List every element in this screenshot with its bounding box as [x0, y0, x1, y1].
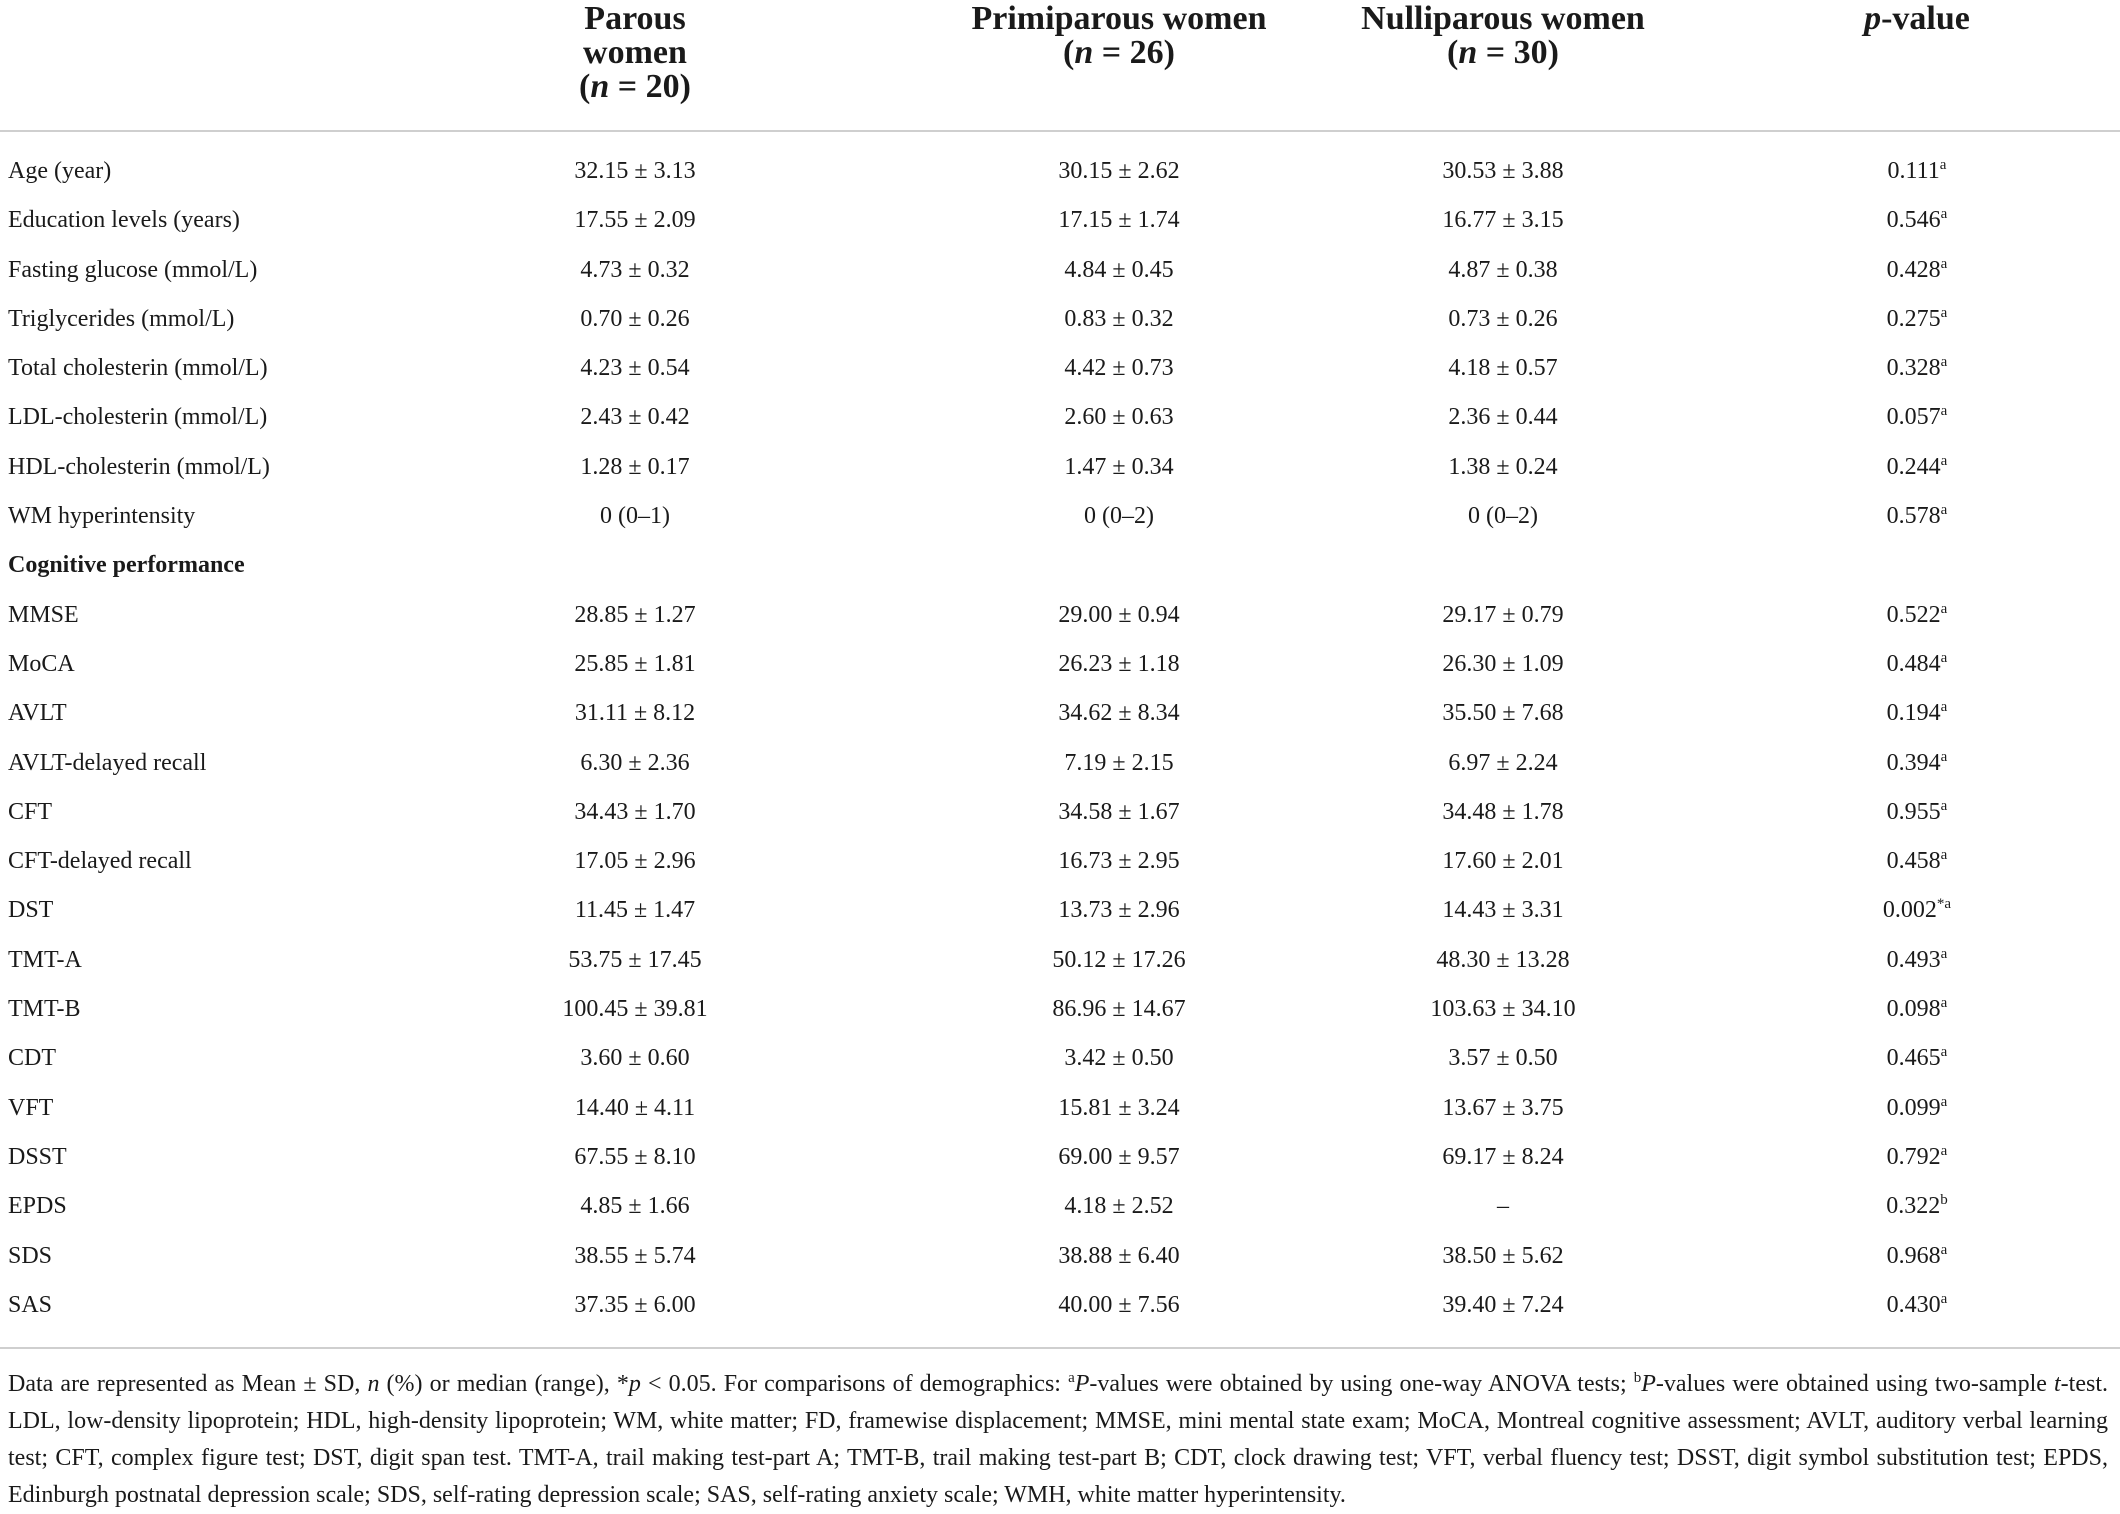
table-row — [0, 591, 2120, 640]
row-label: Triglycerides (mmol/L) — [8, 305, 235, 332]
cell-primiparous: 29.00 ± 0.94 — [1058, 601, 1180, 628]
cell-parous: 2.43 ± 0.42 — [580, 404, 690, 431]
pvalue-number: 0.792 — [1886, 1143, 1941, 1170]
pvalue-footnote-marker: a — [1940, 995, 1948, 1012]
cell-primiparous: 50.12 ± 17.26 — [1052, 946, 1186, 973]
cell-parous: 14.40 ± 4.11 — [574, 1094, 696, 1121]
table-row — [0, 936, 2120, 985]
cell-nulliparous: 1.38 ± 0.24 — [1448, 453, 1558, 480]
cell-nulliparous: 26.30 ± 1.09 — [1442, 650, 1564, 677]
row-label: CDT — [8, 1045, 56, 1072]
cell-primiparous: 30.15 ± 2.62 — [1058, 158, 1180, 184]
cell-nulliparous: 2.36 ± 0.44 — [1448, 404, 1558, 431]
cell-primiparous: 1.47 ± 0.34 — [1064, 453, 1174, 480]
header-parous-line2: women — [583, 34, 687, 71]
pvalue-number: 0.194 — [1886, 700, 1941, 727]
pvalue-footnote-marker: *a — [1936, 896, 1952, 913]
cell-nulliparous: 17.60 ± 2.01 — [1442, 848, 1564, 875]
cell-parous: 17.05 ± 2.96 — [574, 848, 696, 875]
cell-nulliparous: 13.67 ± 3.75 — [1442, 1094, 1564, 1121]
footnote-part: a — [1068, 1370, 1075, 1386]
table-footnote — [8, 1360, 2108, 1514]
pvalue-number: 0.244 — [1886, 453, 1941, 480]
header-nulliparous-line1: Nulliparous women — [1361, 0, 1645, 37]
cell-pvalue — [1797, 1281, 2037, 1330]
cell-pvalue — [1797, 393, 2037, 442]
pvalue-footnote-marker: a — [1940, 206, 1948, 223]
pvalue-number: 0.098 — [1886, 996, 1941, 1023]
pvalue-number: 0.955 — [1886, 798, 1941, 825]
table-row — [0, 1034, 2120, 1083]
header-parous — [485, 2, 785, 104]
footnote-part: n — [367, 1371, 380, 1397]
cell-parous: 4.23 ± 0.54 — [580, 355, 690, 382]
cell-nulliparous: 39.40 ± 7.24 — [1442, 1291, 1564, 1318]
cell-primiparous: 38.88 ± 6.40 — [1058, 1242, 1180, 1269]
cell-pvalue — [1797, 147, 2037, 196]
cell-primiparous: 4.42 ± 0.73 — [1064, 355, 1174, 382]
cell-parous: 25.85 ± 1.81 — [574, 650, 696, 677]
pvalue-footnote-marker: a — [1940, 699, 1948, 716]
header-parous-line1: Parous — [584, 0, 686, 37]
header-parous-n: (n = 20) — [579, 68, 691, 105]
cell-pvalue — [1797, 295, 2037, 344]
cell-primiparous: 3.42 ± 0.50 — [1064, 1045, 1174, 1072]
row-label: CFT — [8, 798, 53, 825]
cell-pvalue — [1797, 1084, 2037, 1133]
table-row — [0, 985, 2120, 1034]
table-row — [0, 393, 2120, 442]
table-body — [0, 147, 2120, 1330]
footer-divider — [0, 1347, 2120, 1349]
row-label: HDL-cholesterin (mmol/L) — [8, 453, 270, 480]
pvalue-number: 0.465 — [1886, 1045, 1941, 1072]
table-row — [0, 788, 2120, 837]
row-label: AVLT-delayed recall — [8, 749, 207, 776]
cell-primiparous: 4.18 ± 2.52 — [1064, 1193, 1174, 1220]
section-label: Cognitive performance — [8, 552, 245, 579]
cell-nulliparous: 4.18 ± 0.57 — [1448, 355, 1558, 382]
cell-primiparous: 40.00 ± 7.56 — [1058, 1291, 1180, 1318]
cell-primiparous: 34.58 ± 1.67 — [1058, 798, 1180, 825]
cell-parous: 4.85 ± 1.66 — [580, 1193, 690, 1220]
pvalue-footnote-marker: a — [1940, 255, 1948, 272]
row-label: SDS — [8, 1242, 53, 1269]
pvalue-footnote-marker: a — [1940, 403, 1948, 420]
pvalue-footnote-marker: a — [1940, 502, 1948, 519]
row-label: EPDS — [8, 1193, 67, 1220]
pvalue-number: 0.099 — [1886, 1094, 1941, 1121]
cell-parous: 34.43 ± 1.70 — [574, 798, 696, 825]
cell-nulliparous: 48.30 ± 13.28 — [1436, 946, 1570, 973]
cell-parous: 100.45 ± 39.81 — [562, 996, 708, 1023]
header-pvalue-rest: -value — [1881, 0, 1970, 37]
cell-pvalue — [1797, 985, 2037, 1034]
row-label: AVLT — [8, 700, 67, 727]
cell-pvalue — [1797, 788, 2037, 837]
cell-parous: 0 (0–1) — [600, 503, 670, 530]
table-header — [0, 0, 2120, 130]
pvalue-footnote-marker: a — [1940, 354, 1948, 371]
pvalue-number: 0.458 — [1886, 848, 1941, 875]
row-label: DST — [8, 897, 54, 924]
pvalue-footnote-marker: a — [1940, 1093, 1948, 1110]
cell-pvalue — [1797, 591, 2037, 640]
table-row — [0, 739, 2120, 788]
table-row — [0, 443, 2120, 492]
table-row — [0, 1133, 2120, 1182]
header-pvalue-p: p — [1864, 0, 1882, 37]
table-row — [0, 246, 2120, 295]
pvalue-number: 0.493 — [1886, 946, 1941, 973]
cell-nulliparous: 16.77 ± 3.15 — [1442, 207, 1564, 234]
pvalue-footnote-marker: a — [1939, 157, 1947, 173]
cell-nulliparous: 35.50 ± 7.68 — [1442, 700, 1564, 727]
cell-nulliparous: 14.43 ± 3.31 — [1442, 897, 1564, 924]
table-row — [0, 196, 2120, 245]
cell-parous: 31.11 ± 8.12 — [574, 700, 696, 727]
cell-primiparous: 15.81 ± 3.24 — [1058, 1094, 1180, 1121]
cell-primiparous: 7.19 ± 2.15 — [1064, 749, 1174, 776]
cell-parous: 32.15 ± 3.13 — [574, 158, 696, 184]
pvalue-number: 0.111 — [1887, 158, 1940, 184]
footnote-part: (%) or median (range), * — [379, 1371, 629, 1397]
cell-parous: 53.75 ± 17.45 — [568, 946, 702, 973]
pvalue-number: 0.484 — [1886, 650, 1941, 677]
row-label: Age (year) — [8, 158, 112, 184]
pvalue-footnote-marker: a — [1940, 1142, 1948, 1159]
cell-pvalue — [1797, 246, 2037, 295]
cell-primiparous: 86.96 ± 14.67 — [1052, 996, 1186, 1023]
cell-parous: 67.55 ± 8.10 — [574, 1143, 696, 1170]
table-row — [0, 147, 2120, 196]
table-row — [0, 295, 2120, 344]
cell-primiparous: 26.23 ± 1.18 — [1058, 650, 1180, 677]
pvalue-footnote-marker: b — [1940, 1192, 1948, 1209]
cell-parous: 37.35 ± 6.00 — [574, 1291, 696, 1318]
cell-pvalue — [1797, 936, 2037, 985]
cell-pvalue — [1797, 689, 2037, 738]
pvalue-number: 0.275 — [1886, 305, 1941, 332]
pvalue-number: 0.430 — [1886, 1291, 1941, 1318]
pvalue-footnote-marker: a — [1940, 945, 1948, 962]
cell-primiparous: 17.15 ± 1.74 — [1058, 207, 1180, 234]
cell-pvalue — [1797, 443, 2037, 492]
row-label: DSST — [8, 1143, 67, 1170]
table-row — [0, 1084, 2120, 1133]
cell-primiparous: 69.00 ± 9.57 — [1058, 1143, 1180, 1170]
cell-nulliparous: 103.63 ± 34.10 — [1430, 996, 1576, 1023]
cell-primiparous: 4.84 ± 0.45 — [1064, 256, 1174, 283]
table-row — [0, 344, 2120, 393]
pvalue-footnote-marker: a — [1940, 600, 1948, 617]
row-label: CFT-delayed recall — [8, 848, 192, 875]
footnote-part: t — [2054, 1371, 2061, 1397]
pvalue-number: 0.578 — [1886, 503, 1941, 530]
table-row — [0, 1281, 2120, 1330]
row-label: LDL-cholesterin (mmol/L) — [8, 404, 268, 431]
row-label: Education levels (years) — [8, 207, 240, 234]
cell-nulliparous: 29.17 ± 0.79 — [1442, 601, 1564, 628]
cell-pvalue — [1797, 1133, 2037, 1182]
pvalue-number: 0.522 — [1886, 601, 1941, 628]
table-row — [0, 837, 2120, 886]
cell-primiparous: 34.62 ± 8.34 — [1058, 700, 1180, 727]
section-header — [0, 541, 2120, 590]
cell-pvalue — [1797, 492, 2037, 541]
cell-nulliparous: 6.97 ± 2.24 — [1448, 749, 1558, 776]
header-divider — [0, 130, 2120, 132]
cell-parous: 11.45 ± 1.47 — [574, 897, 696, 924]
row-label: WM hyperintensity — [8, 503, 196, 530]
cell-parous: 0.70 ± 0.26 — [580, 305, 690, 332]
footnote-part: b — [1633, 1370, 1642, 1386]
cell-primiparous: 13.73 ± 2.96 — [1058, 897, 1180, 924]
pvalue-footnote-marker: a — [1940, 1290, 1948, 1307]
pvalue-number: 0.328 — [1886, 355, 1941, 382]
footnote-part: P — [1641, 1371, 1656, 1397]
pvalue-number: 0.002 — [1882, 897, 1937, 924]
cell-pvalue — [1797, 344, 2037, 393]
row-label: MMSE — [8, 601, 79, 628]
pvalue-footnote-marker: a — [1940, 649, 1948, 666]
cell-pvalue — [1797, 886, 2037, 935]
cell-nulliparous: 34.48 ± 1.78 — [1442, 798, 1564, 825]
cell-parous: 38.55 ± 5.74 — [574, 1242, 696, 1269]
pvalue-footnote-marker: a — [1940, 452, 1948, 469]
row-label: VFT — [8, 1094, 54, 1121]
pvalue-number: 0.428 — [1886, 256, 1941, 283]
pvalue-number: 0.057 — [1886, 404, 1941, 431]
cell-parous: 6.30 ± 2.36 — [580, 749, 690, 776]
table-row — [0, 689, 2120, 738]
pvalue-number: 0.968 — [1886, 1242, 1941, 1269]
header-nulliparous — [1253, 2, 1753, 70]
row-label: Total cholesterin (mmol/L) — [8, 355, 268, 382]
footnote-part: Data are represented as Mean ± SD, — [8, 1371, 368, 1397]
pvalue-footnote-marker: a — [1940, 797, 1948, 814]
cell-parous: 1.28 ± 0.17 — [580, 453, 690, 480]
header-primiparous-n: (n = 26) — [1063, 34, 1175, 71]
cell-pvalue — [1797, 196, 2037, 245]
pvalue-number: 0.546 — [1886, 207, 1941, 234]
cell-pvalue — [1797, 739, 2037, 788]
row-label: SAS — [8, 1291, 53, 1318]
pvalue-footnote-marker: a — [1940, 304, 1948, 321]
row-label: MoCA — [8, 650, 75, 677]
row-label: TMT-A — [8, 946, 82, 973]
cell-pvalue — [1797, 1232, 2037, 1281]
cell-nulliparous: 38.50 ± 5.62 — [1442, 1242, 1564, 1269]
pvalue-number: 0.322 — [1886, 1193, 1941, 1220]
header-pvalue — [1817, 2, 2017, 36]
cell-pvalue — [1797, 837, 2037, 886]
cell-pvalue — [1797, 1034, 2037, 1083]
header-primiparous-line1: Primiparous women — [971, 0, 1267, 37]
pvalue-footnote-marker: a — [1940, 1241, 1948, 1258]
footnote-part: -values were obtained using two-sample — [1655, 1371, 2054, 1397]
cell-nulliparous: – — [1497, 1193, 1509, 1220]
header-nulliparous-n: (n = 30) — [1447, 34, 1559, 71]
footnote-part: -values were obtained by using one-way ANOVA tests; — [1089, 1371, 1634, 1397]
pvalue-footnote-marker: a — [1940, 1044, 1948, 1061]
pvalue-footnote-marker: a — [1940, 748, 1948, 765]
cell-pvalue — [1797, 1182, 2037, 1231]
pvalue-number: 0.394 — [1886, 749, 1941, 776]
table-row — [0, 886, 2120, 935]
cell-nulliparous: 4.87 ± 0.38 — [1448, 256, 1558, 283]
table-row — [0, 640, 2120, 689]
footnote-part: p — [628, 1371, 641, 1397]
cell-primiparous: 0.83 ± 0.32 — [1064, 305, 1174, 332]
cell-nulliparous: 30.53 ± 3.88 — [1442, 158, 1564, 184]
cell-parous: 4.73 ± 0.32 — [580, 256, 690, 283]
cell-primiparous: 2.60 ± 0.63 — [1064, 404, 1174, 431]
cell-parous: 17.55 ± 2.09 — [574, 207, 696, 234]
cell-nulliparous: 0 (0–2) — [1468, 503, 1538, 530]
cell-primiparous: 16.73 ± 2.95 — [1058, 848, 1180, 875]
table-row — [0, 492, 2120, 541]
cell-nulliparous: 3.57 ± 0.50 — [1448, 1045, 1558, 1072]
pvalue-footnote-marker: a — [1940, 847, 1948, 864]
cell-primiparous: 0 (0–2) — [1084, 503, 1154, 530]
row-label: TMT-B — [8, 996, 81, 1023]
footnote-part: -test. LDL, low-density lipoprotein; HDL, high-density lipoprotein; WM, white matter; FD, framewise displacement; MMSE, mini mental state exam; MoCA, Montreal cognitive assessment; AVLT, auditory verbal learning test; CFT, complex figure test; DST, digit span test. TMT-A, trail making test-part A; TMT-B, trail making test-part B; CDT, clock drawing test; VFT, verbal fluency test; DSST, digit symbol substitution test; EPDS, Edinburgh postnatal depression scale; SDS, self-rating depression scale; SAS, self-rating anxiety scale; WMH, white matter hyperintensity. — [8, 1371, 2108, 1508]
cell-nulliparous: 0.73 ± 0.26 — [1448, 305, 1558, 332]
cell-parous: 28.85 ± 1.27 — [574, 601, 696, 628]
cell-nulliparous: 69.17 ± 8.24 — [1442, 1143, 1564, 1170]
footnote-part: P — [1074, 1371, 1090, 1397]
cell-pvalue — [1797, 640, 2037, 689]
table-row — [0, 1182, 2120, 1231]
table-row — [0, 1232, 2120, 1281]
row-label: Fasting glucose (mmol/L) — [8, 256, 258, 283]
footnote-part: < 0.05. For comparisons of demographics: — [640, 1371, 1069, 1397]
cell-parous: 3.60 ± 0.60 — [580, 1045, 690, 1072]
